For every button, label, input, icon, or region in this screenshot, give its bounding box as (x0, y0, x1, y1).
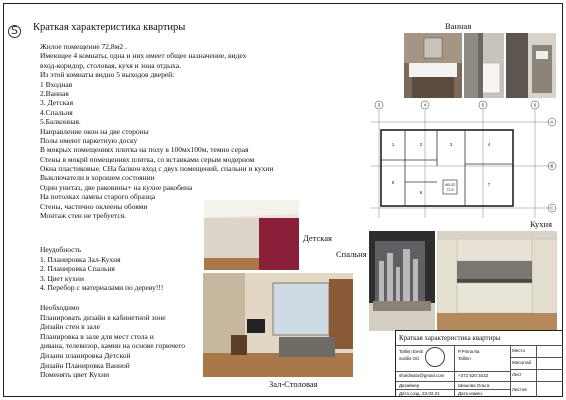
description-line: В мокрых помещениях плитка на полу в 100мх100м, темно серая (40, 145, 249, 155)
description-line: 5.Балконная. (40, 117, 81, 127)
issues-list (40, 245, 163, 293)
issue-line: Неудобность (40, 245, 82, 254)
issue-line: 3. Цвет кухни (40, 273, 84, 283)
plan-room-5: 5 (391, 180, 395, 185)
need-line: дивана, телевизор, камин на основе горючего (40, 341, 185, 351)
plan-room-1: 1 (391, 142, 395, 147)
tb-scale-label: Масштаб (512, 360, 532, 365)
floor-plan (365, 100, 561, 225)
plan-room-2: 2 (419, 142, 423, 147)
plan-axis-a: A (550, 119, 554, 125)
tb-address-1: P.Pinna 6a (458, 349, 480, 354)
description-line: Жилое помещение 72,8м2 . (40, 42, 127, 51)
description-line: Из этой комнаты видно 5 выходов дверей: (40, 70, 175, 80)
description-line: 1 Входная (40, 79, 73, 89)
description-line: Имеющее 4 комнаты, одна и них имеет общее назначение, видех (40, 51, 247, 61)
need-line: Дизайн Планировка Ванной (40, 360, 130, 370)
plan-axis-4: 4 (423, 102, 427, 108)
bedroom-photo (369, 231, 435, 331)
issue-line: 2. Планировка Спальня (40, 264, 115, 274)
plan-axis-c: C (550, 205, 554, 211)
tb-sheet-label: Лист (512, 372, 522, 377)
description-line: Полы имеют паркетную доску (40, 135, 138, 145)
plan-axis-6: 6 (533, 102, 537, 108)
living-room-photo (203, 273, 353, 377)
need-line: Планировать дизайн в кабинетной зоне (40, 312, 166, 322)
description-line: Один унитаз, две раковины+ на кухне ракобина (40, 182, 193, 192)
description-line: 3. Детская (40, 98, 74, 108)
bath-photo-2 (464, 33, 504, 98)
title-block (395, 330, 562, 396)
plan-area-label: КВ.33 (445, 183, 455, 187)
bath-photo-3 (506, 33, 556, 98)
need-line: Поменять цвет Кухни (40, 370, 110, 380)
apartment-description (40, 42, 320, 220)
description-line: 4.Спальня (40, 107, 73, 117)
issue-line: 1. Планировка Зал-Кухня (40, 254, 121, 264)
plan-axis-3: 3 (377, 102, 381, 108)
bedroom-caption: Спальня (336, 249, 367, 259)
plan-axis-5: 5 (481, 102, 485, 108)
need-line: Необходимо (40, 303, 80, 312)
tb-company-2: Soldis OÜ (399, 356, 420, 361)
bath-photo-1 (404, 33, 462, 98)
tb-address-2: Tallinn (458, 356, 471, 361)
living-caption: Зал-Столовая (269, 379, 318, 389)
description-line: Стены, частично оклеены обоями (40, 201, 148, 211)
plan-axis-b: B (550, 163, 554, 169)
description-line: Стены в мокрй помещениях плитка, со вставками серым модерном (40, 154, 255, 164)
description-line: Выключатели в хорошем состоянии (40, 173, 155, 183)
plan-room-3: 3 (449, 142, 453, 147)
plan-area-value: 72,8 (446, 188, 454, 192)
tb-email: sholdisato@gmail.com (399, 373, 445, 378)
tb-designer-name: Шишова Ольга (458, 382, 490, 388)
tb-company-1: Tallinn Eesti (399, 349, 424, 354)
tb-logo-icon (425, 347, 445, 367)
page-title: Краткая характеристика квартиры (33, 22, 186, 33)
description-line: На потолках лампы старого образца (40, 192, 156, 202)
plan-room-6: 6 (419, 190, 423, 195)
need-line: Планировка в зале для мест стола и (40, 331, 154, 341)
need-line: Дизайн стен в зале (40, 322, 100, 332)
bath-caption: Ванная (445, 21, 472, 31)
kids-room-photo (204, 200, 299, 270)
need-line: Дизаин планировка Детской (40, 350, 131, 360)
issue-line: 4. Перебор с материалами по дереву!!! (40, 283, 164, 293)
kitchen-caption: Кухня (530, 219, 552, 229)
tb-date-edited: Дата измен. (458, 390, 484, 396)
tb-date-created: Дата созд. 23.02.21 (399, 390, 440, 396)
description-line: Окна пластиковые. СНа балкон вход с двух помещений, спальни и кухни (40, 164, 274, 174)
tb-sheets-label: Листов (512, 387, 527, 392)
description-line: Направление окон на две стороны (40, 126, 149, 136)
plan-room-4: 4 (487, 142, 491, 147)
plan-room-7: 7 (487, 182, 491, 187)
tb-phone: +372 520 3432 (458, 373, 489, 378)
company-logo-icon (8, 25, 21, 38)
kitchen-photo (437, 231, 557, 331)
tb-place-label: Место (512, 348, 526, 353)
kids-caption: Детская (303, 233, 332, 243)
description-line: 2.Ванная (40, 88, 69, 98)
tb-title: Краткая характеристика квартиры (399, 334, 501, 342)
tb-designer-label: Дизайнер (399, 382, 420, 388)
needs-list (40, 303, 185, 380)
description-line: Монтаж стен не требуется. (40, 211, 127, 221)
description-line: вход-коридор, столовая, кухя и зона отдыха. (40, 60, 181, 70)
